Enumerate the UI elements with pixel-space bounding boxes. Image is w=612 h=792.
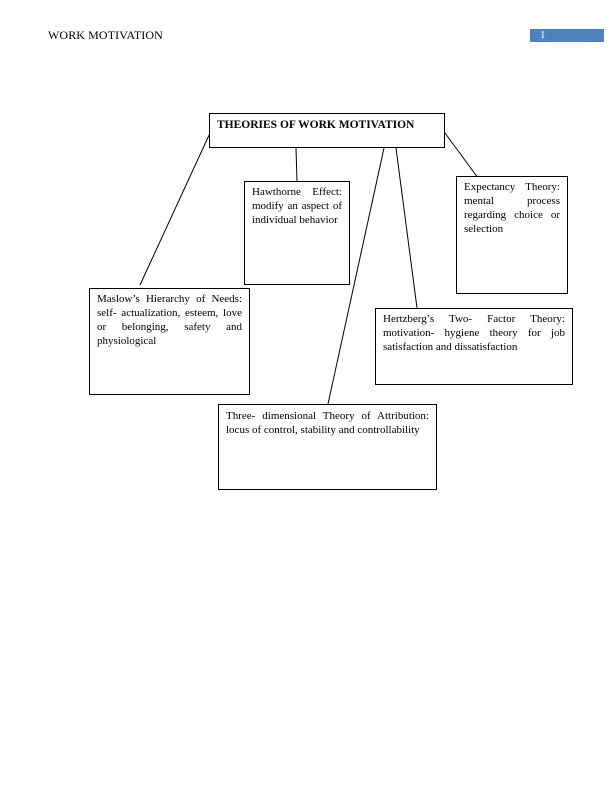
page-number-badge: 1 xyxy=(530,29,604,42)
node-maslow-text: Maslow’s Hierarchy of Needs: self- actualization, esteem, love or belonging, safety and physiological xyxy=(97,293,242,347)
node-maslow-hierarchy xyxy=(89,288,250,395)
node-attribution-text: Three- dimensional Theory of Attribution: locus of control, stability and controllability xyxy=(226,410,429,436)
node-expectancy-text: Expectancy Theory: mental process regarding choice or selection xyxy=(464,181,560,235)
node-hawthorne-text: Hawthorne Effect: modify an aspect of individual behavior xyxy=(252,186,342,226)
node-hertzberg-text: Hertzberg’s Two- Factor Theory: motivation- hygiene theory for job satisfaction and dissatisfaction xyxy=(383,313,565,353)
diagram-title-box xyxy=(209,113,445,148)
connector-hawthorne xyxy=(296,148,297,181)
connector-hertzberg xyxy=(396,148,417,308)
node-attribution-theory xyxy=(218,404,437,490)
node-expectancy-theory xyxy=(456,176,568,294)
document-header-title: WORK MOTIVATION xyxy=(48,28,163,42)
connector-maslow xyxy=(140,133,210,285)
node-hertzberg-two-factor xyxy=(375,308,573,385)
diagram-title: THEORIES OF WORK MOTIVATION xyxy=(217,119,415,131)
node-hawthorne-effect xyxy=(244,181,350,285)
connector-expectancy xyxy=(445,133,478,178)
